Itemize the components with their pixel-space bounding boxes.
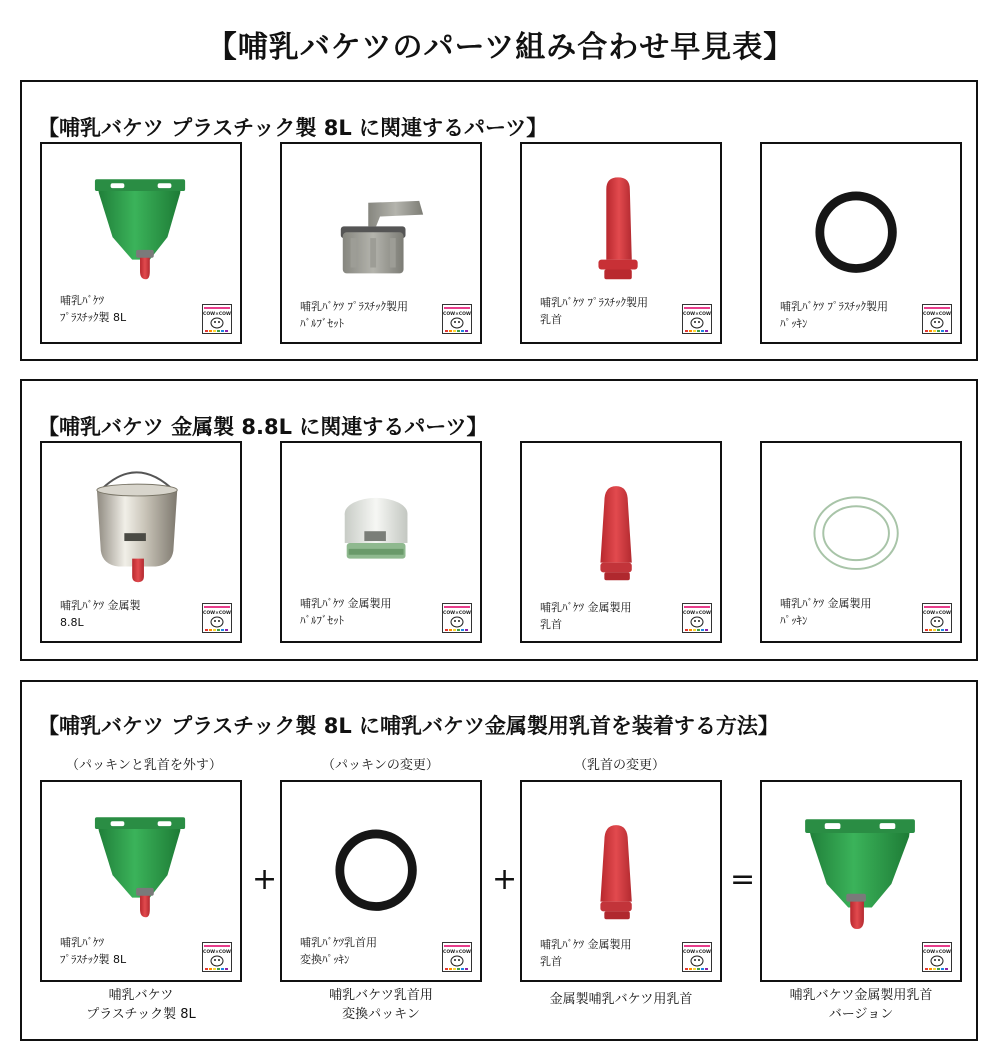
- cowcow-logo-icon: [682, 942, 712, 972]
- card-label-line: 哺乳ﾊﾞｹﾂ 金属製用: [540, 601, 632, 614]
- cowcow-logo-icon: [442, 603, 472, 633]
- card-label-line: 乳首: [540, 618, 562, 631]
- card-metal-bucket: [40, 441, 242, 643]
- card-step-plastic-bucket: [40, 780, 242, 982]
- card-label-line: 哺乳ﾊﾞｹﾂ 金属製: [60, 599, 141, 612]
- card-plastic-teat: [520, 142, 722, 344]
- section-title: 【哺乳バケツ プラスチック製 8L に哺乳バケツ金属製用乳首を装着する方法】: [38, 714, 779, 738]
- equals-operator: =: [730, 862, 756, 897]
- cowcow-logo-icon: [922, 304, 952, 334]
- card-label-line: ﾌﾟﾗｽﾁｯｸ製 8L: [60, 311, 127, 324]
- card-label-line: ﾊﾟｯｷﾝ: [780, 614, 808, 627]
- card-caption-line: 哺乳バケツ乳首用: [329, 988, 433, 1003]
- section-plastic-parts: [20, 80, 978, 361]
- card-label-line: 哺乳ﾊﾞｹﾂ 金属製用: [780, 597, 872, 610]
- section-title: 【哺乳バケツ 金属製 8.8L に関連するパーツ】: [38, 415, 488, 439]
- card-label-line: 哺乳ﾊﾞｹﾂ ﾌﾟﾗｽﾁｯｸ製用: [780, 300, 888, 313]
- cowcow-logo-icon: [922, 942, 952, 972]
- cowcow-logo-icon: [202, 942, 232, 972]
- card-label-line: 哺乳ﾊﾞｹﾂ 金属製用: [300, 597, 392, 610]
- card-label-line: 哺乳ﾊﾞｹﾂ: [60, 936, 104, 949]
- card-label-line: 変換ﾊﾟｯｷﾝ: [300, 953, 350, 966]
- cowcow-logo-icon: [202, 304, 232, 334]
- cowcow-logo-icon: [922, 603, 952, 633]
- page-title: 【哺乳バケツのパーツ組み合わせ早見表】: [206, 30, 795, 65]
- section-metal-parts: [20, 379, 978, 661]
- card-label-line: ﾊﾞﾙﾌﾞｾｯﾄ: [300, 614, 344, 627]
- card-metal-valve-set: [280, 441, 482, 643]
- card-label-line: ﾌﾟﾗｽﾁｯｸ製 8L: [60, 953, 127, 966]
- card-label-line: 哺乳ﾊﾞｹﾂ: [60, 294, 104, 307]
- cowcow-logo-icon: [682, 304, 712, 334]
- card-label-line: 8.8L: [60, 616, 84, 629]
- plus-operator: +: [252, 862, 278, 897]
- card-label-line: 乳首: [540, 313, 562, 326]
- card-plastic-gasket: [760, 142, 962, 344]
- card-metal-teat: [520, 441, 722, 643]
- step-caption: （パッキンの変更）: [322, 758, 439, 773]
- card-label-line: ﾊﾞﾙﾌﾞｾｯﾄ: [300, 317, 344, 330]
- card-caption-line: 金属製哺乳バケツ用乳首: [549, 992, 693, 1007]
- cowcow-logo-icon: [202, 603, 232, 633]
- card-label-line: 哺乳ﾊﾞｹﾂ ﾌﾟﾗｽﾁｯｸ製用: [540, 296, 648, 309]
- card-label-line: 乳首: [540, 955, 562, 968]
- card-label-line: 哺乳ﾊﾞｹﾂ乳首用: [300, 936, 377, 949]
- step-caption: （パッキンと乳首を外す）: [66, 758, 222, 773]
- card-step-result: [760, 780, 962, 982]
- plus-operator: +: [492, 862, 518, 897]
- card-plastic-valve-set: [280, 142, 482, 344]
- card-label-line: 哺乳ﾊﾞｹﾂ 金属製用: [540, 938, 632, 951]
- card-metal-gasket: [760, 441, 962, 643]
- section-title: 【哺乳バケツ プラスチック製 8L に関連するパーツ】: [38, 116, 548, 140]
- cowcow-logo-icon: [442, 942, 472, 972]
- card-plastic-bucket: [40, 142, 242, 344]
- card-step-gasket: [280, 780, 482, 982]
- card-caption-line: 哺乳バケツ: [108, 988, 174, 1003]
- cowcow-logo-icon: [442, 304, 472, 334]
- card-caption-line: 哺乳バケツ金属製用乳首: [789, 988, 933, 1003]
- card-label-line: 哺乳ﾊﾞｹﾂ ﾌﾟﾗｽﾁｯｸ製用: [300, 300, 408, 313]
- card-caption-line: バージョン: [828, 1007, 894, 1022]
- cowcow-logo-icon: [682, 603, 712, 633]
- step-caption: （乳首の変更）: [574, 758, 666, 773]
- card-caption-line: 変換パッキン: [342, 1007, 420, 1022]
- card-caption-line: プラスチック製 8L: [86, 1007, 196, 1022]
- card-step-teat: [520, 780, 722, 982]
- section-assembly-method: [20, 680, 978, 1041]
- card-label-line: ﾊﾟｯｷﾝ: [780, 317, 808, 330]
